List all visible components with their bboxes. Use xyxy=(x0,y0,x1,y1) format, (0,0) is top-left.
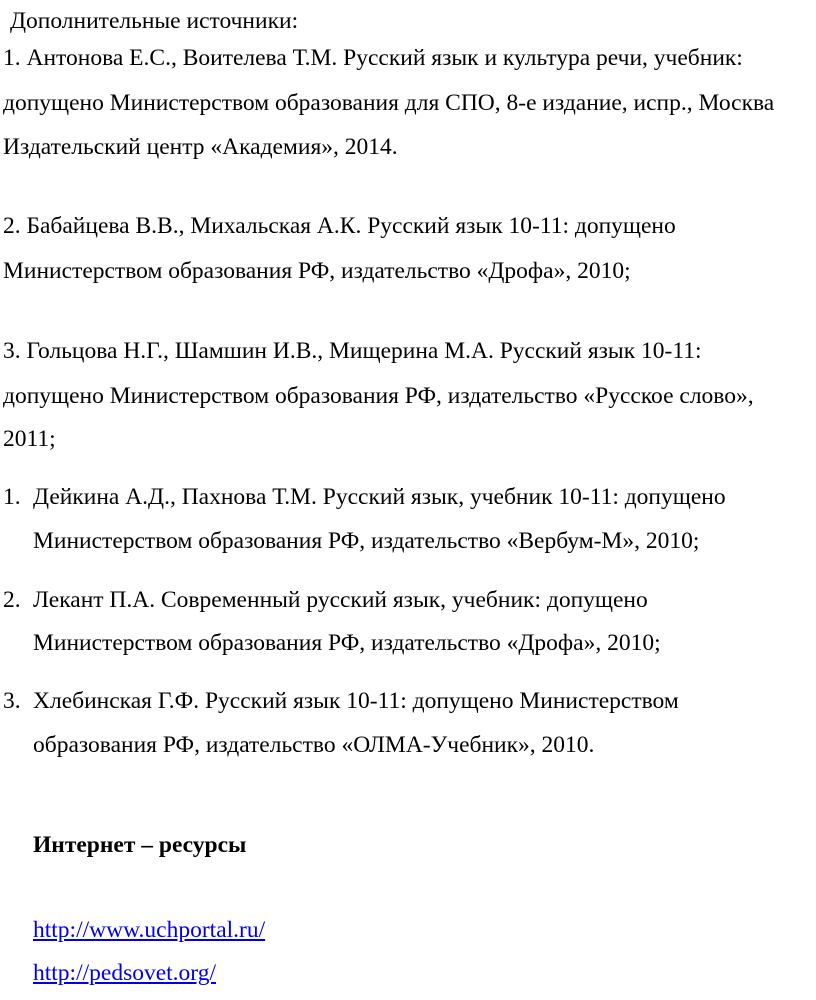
source-a2-line-1: 2. Бабайцева В.В., Михальская А.К. Русский язык 10-11: допущено xyxy=(3,213,676,239)
source-a3-line-3: 2011; xyxy=(3,426,56,452)
source-a1-line-1: 1. Антонова Е.С., Воителева Т.М. Русский язык и культура речи, учебник: xyxy=(3,45,743,71)
internet-resources-heading: Интернет – ресурсы xyxy=(33,832,247,858)
source-b3-line-2: образования РФ, издательство «ОЛМА-Учебник», 2010. xyxy=(33,732,595,758)
source-b2-number: 2. xyxy=(3,587,21,613)
source-a3-line-2: допущено Министерством образования РФ, издательство «Русское слово», xyxy=(3,383,754,409)
source-a2-line-2: Министерством образования РФ, издательство «Дрофа», 2010; xyxy=(3,258,631,284)
source-b1-line-2: Министерством образования РФ, издательство «Вербум-М», 2010; xyxy=(33,528,700,554)
link-uchportal[interactable]: http://www.uchportal.ru/ xyxy=(33,917,266,943)
source-b3-line-1: Хлебинская Г.Ф. Русский язык 10-11: допущено Министерством xyxy=(33,688,679,714)
source-b1-number: 1. xyxy=(3,484,21,510)
source-b3-number: 3. xyxy=(3,688,21,714)
source-b2-line-2: Министерством образования РФ, издательство «Дрофа», 2010; xyxy=(33,630,661,656)
link-pedsovet[interactable]: http://pedsovet.org/ xyxy=(33,960,216,986)
source-b1-line-1: Дейкина А.Д., Пахнова Т.М. Русский язык, учебник 10-11: допущено xyxy=(33,484,726,510)
source-b2-line-1: Лекант П.А. Современный русский язык, учебник: допущено xyxy=(33,587,648,613)
source-a1-line-2: допущено Министерством образования для СПО, 8-е издание, испр., Москва xyxy=(3,90,775,116)
source-a3-line-1: 3. Гольцова Н.Г., Шамшин И.В., Мищерина М.А. Русский язык 10-11: xyxy=(3,338,702,364)
source-a1-line-3: Издательский центр «Академия», 2014. xyxy=(3,134,398,160)
additional-sources-heading: Дополнительные источники: xyxy=(10,8,299,34)
